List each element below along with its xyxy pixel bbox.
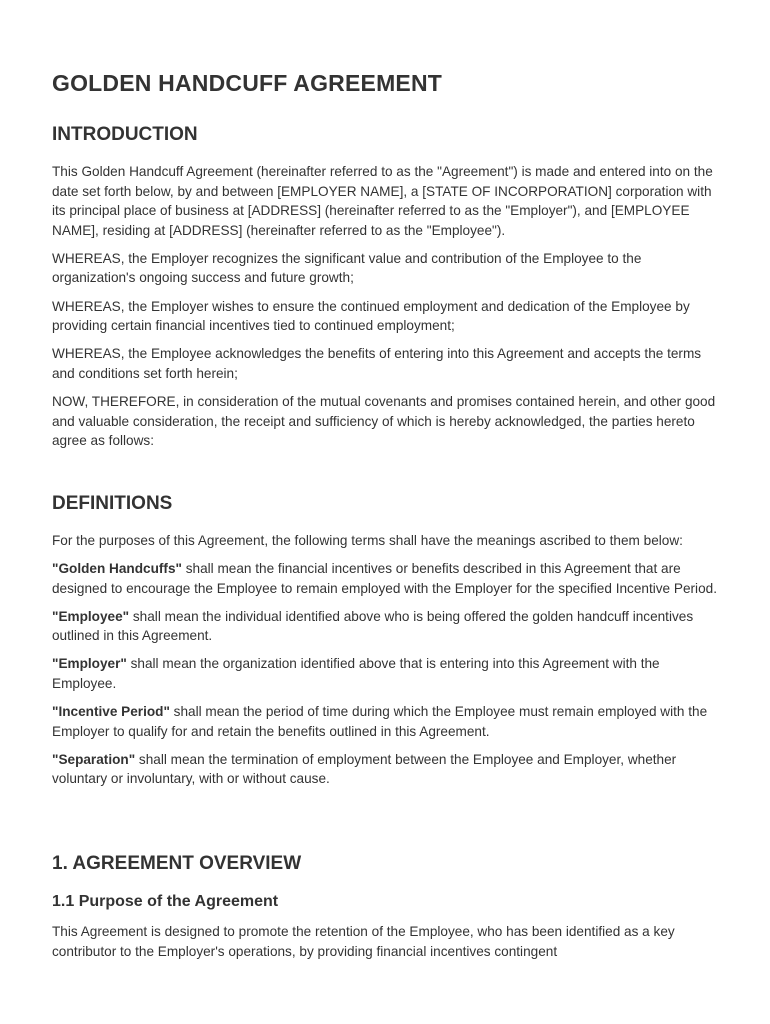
definition-text: shall mean the individual identified above who is being offered the golden handcuff incentives outlined in this Agreement. [52, 608, 694, 644]
purpose-paragraph: This Agreement is designed to promote the retention of the Employee, who has been identified as a key contributor to the Employer's operations, by providing financial incentives contingent [52, 924, 675, 959]
whereas-paragraph: WHEREAS, the Employer wishes to ensure the continued employment and dedication of the Employee by providing certain financial incentives tied to continued employment; [52, 298, 690, 334]
agreement-overview-section [52, 853, 718, 961]
definition-term: "Golden Handcuffs" [52, 561, 182, 577]
document-title: GOLDEN HANDCUFF AGREEMENT [52, 70, 443, 96]
definition-term: "Employer" [52, 656, 127, 672]
agreement-overview-heading: 1. AGREEMENT OVERVIEW [52, 853, 302, 874]
purpose-subheading: 1.1 Purpose of the Agreement [52, 893, 279, 910]
whereas-paragraph: WHEREAS, the Employer recognizes the significant value and contribution of the Employee to the organization's ongoing success and future growth; [52, 250, 642, 286]
definition-text: shall mean the termination of employment between the Employee and Employer, whether voluntary or involuntary, with or without cause. [52, 751, 677, 787]
definition-term: "Separation" [52, 751, 136, 767]
definition-item [52, 750, 718, 789]
whereas-paragraph: WHEREAS, the Employee acknowledges the benefits of entering into this Agreement and accepts the terms and conditions set forth herein; [52, 346, 702, 381]
intro-paragraph: This Golden Handcuff Agreement (hereinafter referred to as the "Agreement") is made and entered into on the date set forth below, by and between [EMPLOYER NAME], a [STATE OF INCORPORATION] corporation with its principal place of business at [ADDRESS] (hereinafter referred to as the "Employer"), and [EMPLOYEE NAME], residing at [ADDRESS] (hereinafter referred to as the "Employee"). [52, 164, 713, 238]
definition-item [52, 559, 718, 598]
definition-text: shall mean the financial incentives or benefits described in this Agreement that are designed to encourage the Employee to remain employed with the Employer for the specified Incentive Period. [52, 561, 717, 596]
definition-item [52, 607, 718, 646]
definitions-heading: DEFINITIONS [52, 493, 173, 514]
now-therefore-paragraph: NOW, THEREFORE, in consideration of the mutual covenants and promises contained herein, and other good and valuable consideration, the receipt and sufficiency of which is hereby acknowledged, the parties hereto agree as follows: [52, 393, 716, 449]
introduction-heading: INTRODUCTION [52, 124, 198, 145]
definition-term: "Employee" [52, 608, 130, 624]
definitions-intro: For the purposes of this Agreement, the following terms shall have the meanings ascribed to them below: [52, 533, 683, 548]
definitions-section [52, 493, 718, 789]
definition-text: shall mean the period of time during which the Employee must remain employed with the Employer to qualify for and retain the benefits outlined in this Agreement. [52, 704, 708, 739]
definition-text: shall mean the organization identified above that is entering into this Agreement with the Employee. [52, 656, 660, 692]
definition-item [52, 702, 718, 741]
definition-item [52, 654, 718, 693]
introduction-section [52, 124, 718, 451]
definition-term: "Incentive Period" [52, 704, 170, 720]
